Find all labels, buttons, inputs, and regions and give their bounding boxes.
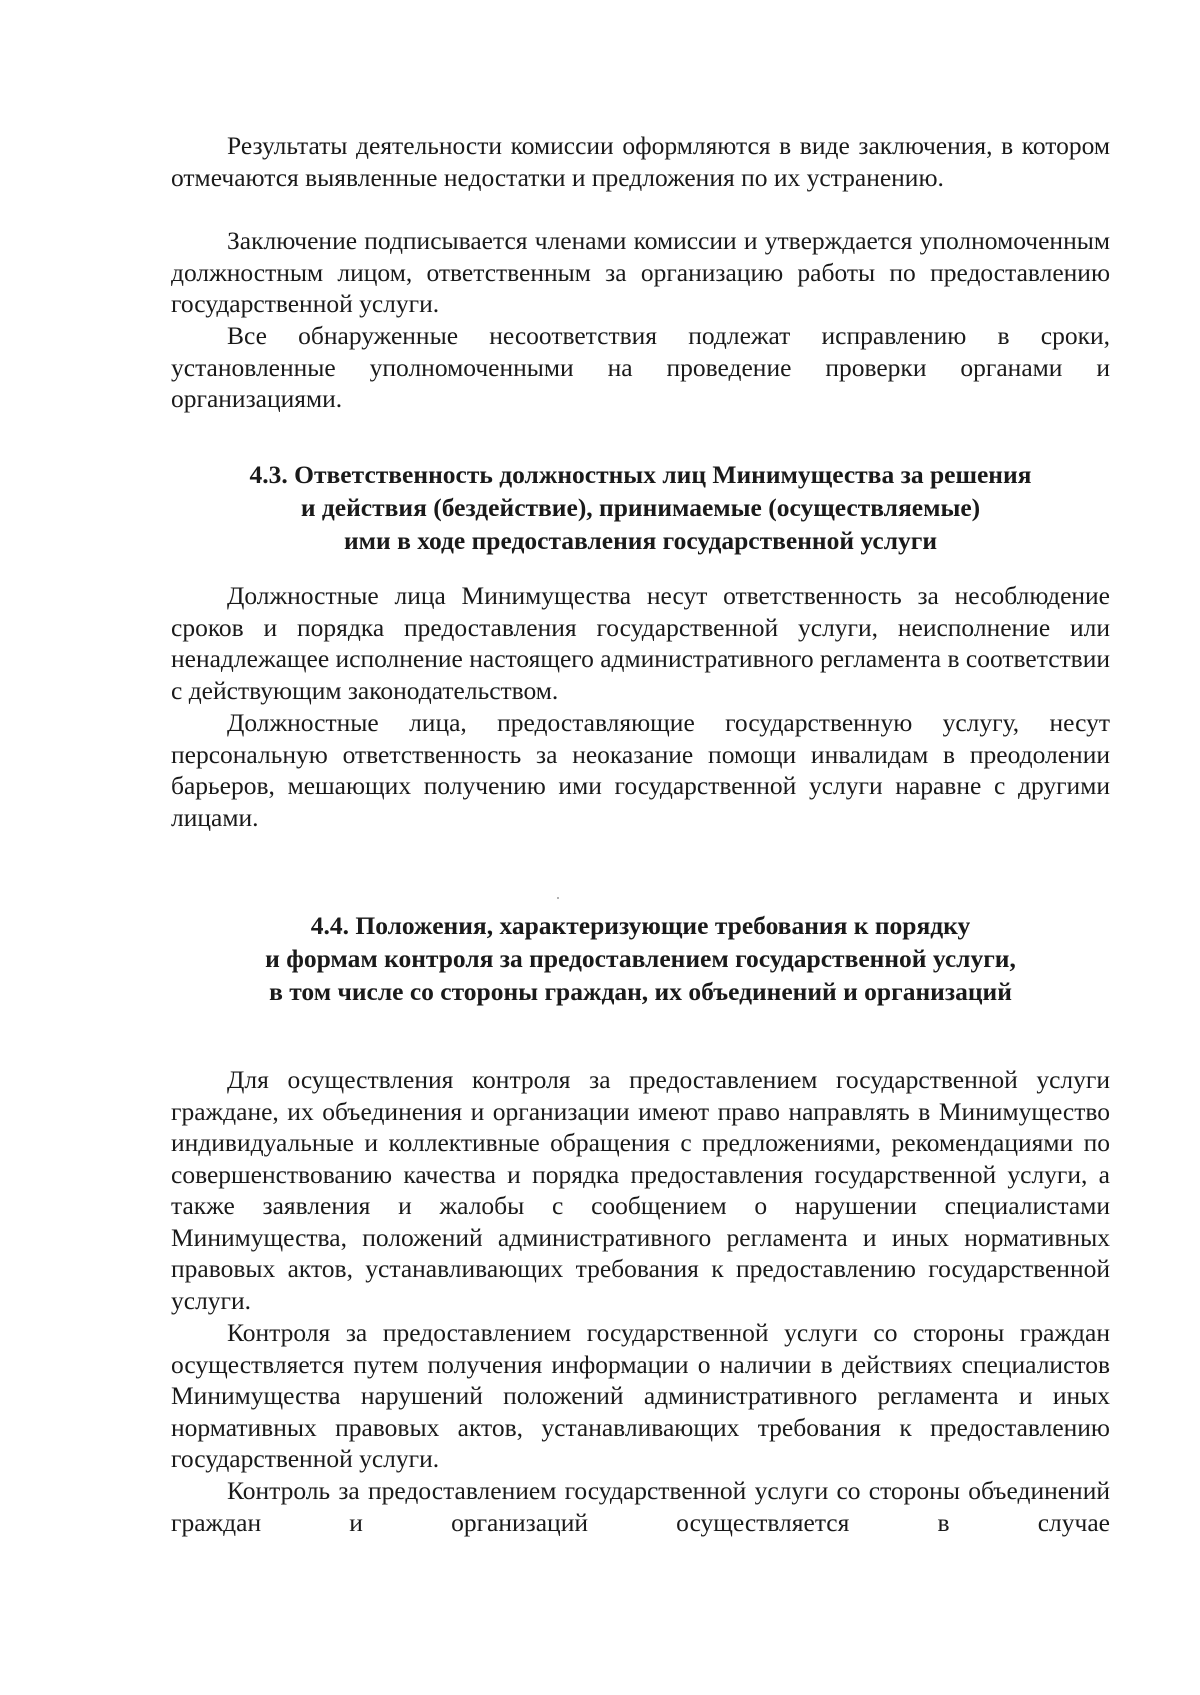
paragraph-conclusion-signing: Заключение подписывается членами комиссии и утверждается уполномоченным должностным лицом, ответственным за организацию работы по предоставлению государственной услуги. (171, 226, 1110, 318)
scan-speck (557, 897, 559, 899)
heading-line: ими в ходе предоставления государственной услуги (343, 526, 938, 555)
paragraph-citizens-control-rights: Для осуществления контроля за предоставлением государственной услуги граждане, их объединения и организации имеют право направлять в Минимущество индивидуальные и коллективные обращения с предложениями, рекомендациями по совершенствованию качества и порядка предоставления государственной услуги, а также заявления и жалобы с сообщением о нарушении специалистами Минимущества, положений административного регламента и иных нормативных правовых актов, устанавливающих требования к предоставлению государственной услуги. (171, 1065, 1110, 1315)
paragraph-officials-responsibility: Должностные лица Минимущества несут ответственность за несоблюдение сроков и порядка предоставления государственной услуги, неисполнение или ненадлежащее исполнение настоящего административного регламента в соответствии с действующим законодательством. (171, 581, 1110, 705)
heading-line: 4.3. Ответственность должностных лиц Минимущества за решения (249, 460, 1032, 489)
paragraph-associations-control: Контроль за предоставлением государственной услуги со стороны объединений граждан и организаций осуществляется в случае (171, 1476, 1110, 1537)
paragraph-personal-responsibility: Должностные лица, предоставляющие государственную услугу, несут персональную ответственность за неоказание помощи инвалидам в преодолении барьеров, мешающих получению ими государственной услуги наравне с другими лицами. (171, 708, 1110, 832)
section-heading-4-3 (171, 458, 1110, 557)
heading-line: 4.4. Положения, характеризующие требования к порядку (310, 911, 971, 940)
heading-line: в том числе со стороны граждан, их объединений и организаций (269, 977, 1012, 1006)
section-heading-4-4 (171, 909, 1110, 1008)
paragraph-commission-results: Результаты деятельности комиссии оформляются в виде заключения, в котором отмечаются выявленные недостатки и предложения по их устранению. (171, 131, 1110, 192)
heading-line: и формам контроля за предоставлением государственной услуги, (265, 944, 1016, 973)
paragraph-discrepancies-correction: Все обнаруженные несоответствия подлежат исправлению в сроки, установленные уполномоченными на проведение проверки органами и организациями. (171, 321, 1110, 413)
paragraph-citizens-control-method: Контроля за предоставлением государственной услуги со стороны граждан осуществляется путем получения информации о наличии в действиях специалистов Минимущества нарушений положений административного регламента и иных нормативных правовых актов, устанавливающих требования к предоставлению государственной услуги. (171, 1318, 1110, 1473)
heading-line: и действия (бездействие), принимаемые (осуществляемые) (300, 493, 981, 522)
